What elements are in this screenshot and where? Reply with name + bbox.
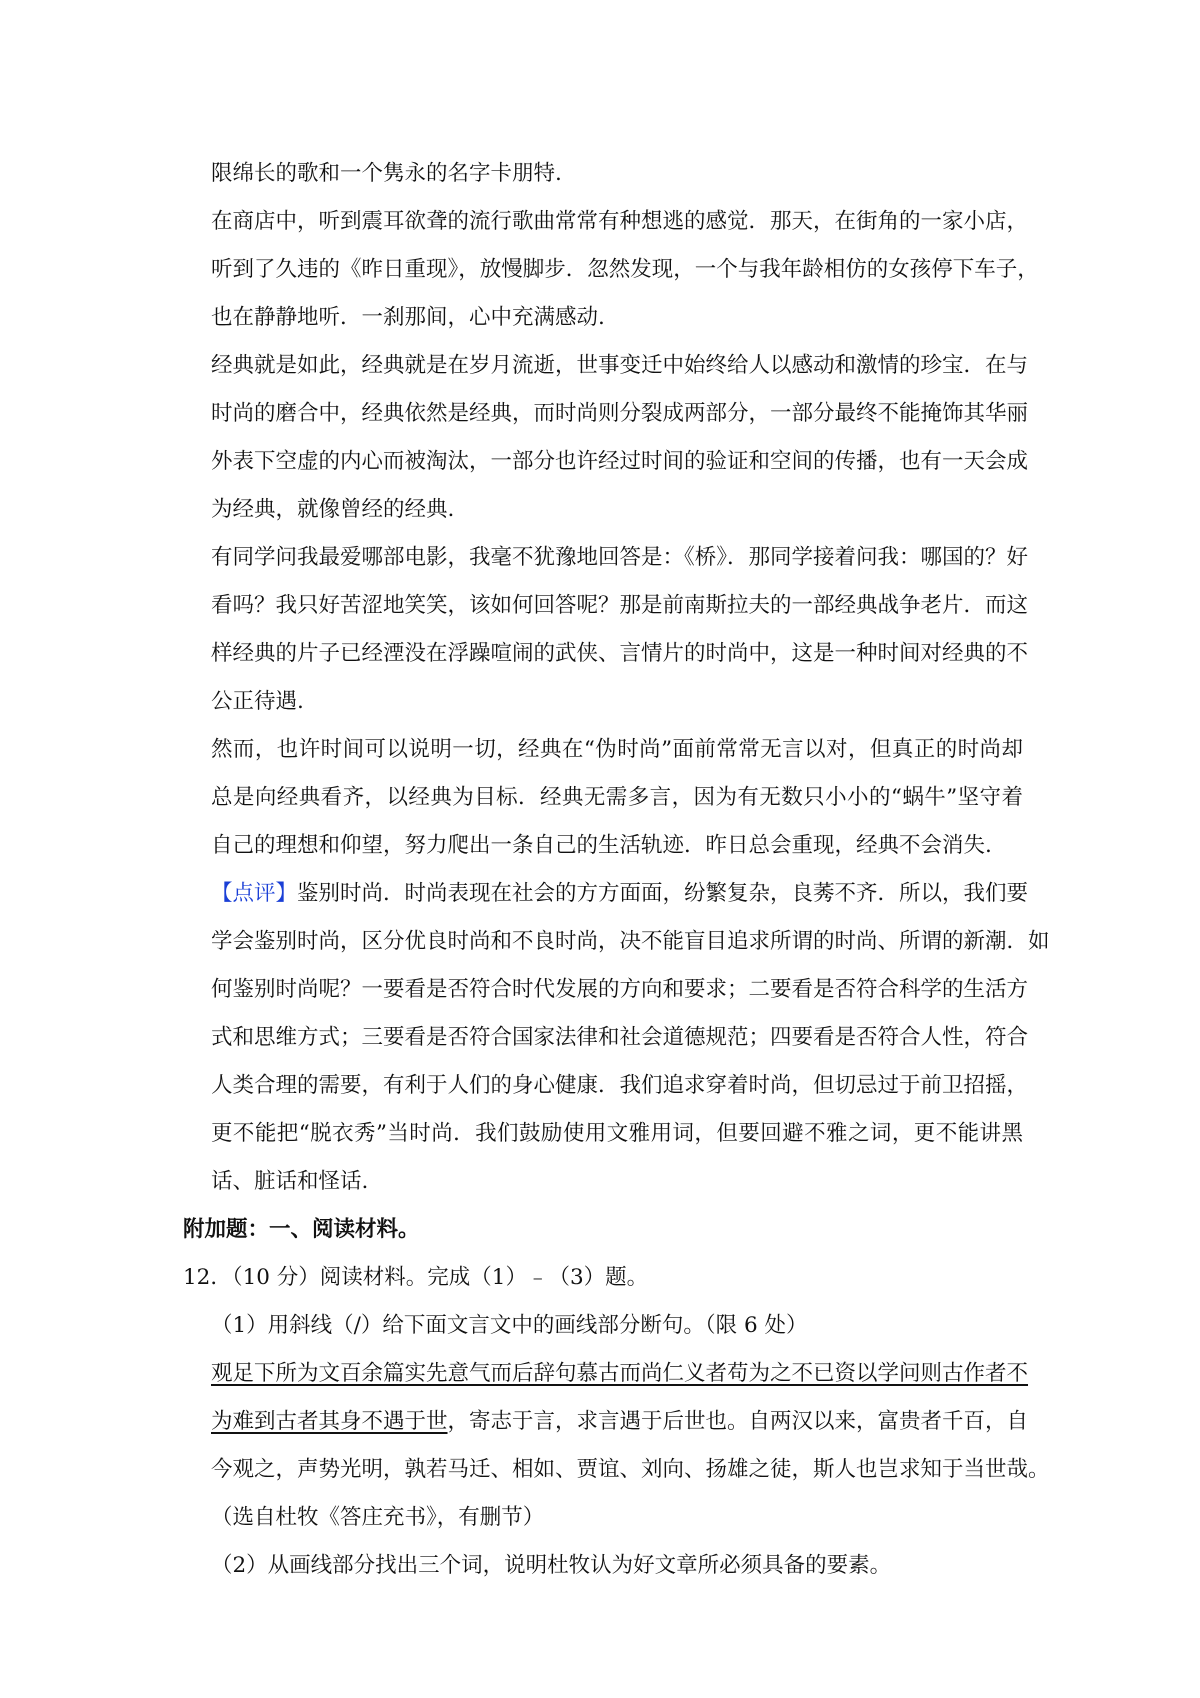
- classical-text-line: 今观之，声势光明，孰若马迁、相如、贾谊、刘向、扬雄之徒，斯人也岂求知于当世哉。: [211, 1457, 1050, 1482]
- comment-line: 学会鉴别时尚，区分优良时尚和不良时尚，决不能盲目追求所谓的时尚、所谓的新潮．如: [211, 929, 1050, 954]
- passage-line: 也在静静地听．一刹那间，心中充满感动.: [211, 305, 605, 330]
- classical-text: ，寄志于言，求言遇于后世也。自两汉以来，富贵者千百，自: [447, 1409, 1029, 1434]
- passage-line: 听到了久违的《昨日重现》，放慢脚步．忽然发现，一个与我年龄相仿的女孩停下车子，: [211, 257, 1039, 282]
- passage-line: 外表下空虚的内心而被淘汰，一部分也许经过时间的验证和空间的传播，也有一天会成: [211, 449, 1029, 474]
- document-content: [183, 150, 1050, 1590]
- passage-line: 总是向经典看齐，以经典为目标．经典无需多言，因为有无数只小小的“蜗牛”坚守着: [211, 785, 1023, 810]
- comment-line: 话、脏话和怪话.: [211, 1169, 369, 1194]
- question-12-part-1: （1）用斜线（/）给下面文言文中的画线部分断句。（限 6 处）: [211, 1313, 808, 1338]
- passage-line: 看吗？我只好苦涩地笑笑，该如何回答呢？那是前南斯拉夫的一部经典战争老片．而这: [211, 593, 1029, 618]
- passage-line: 时尚的磨合中，经典依然是经典，而时尚则分裂成两部分，一部分最终不能掩饰其华丽: [211, 401, 1029, 426]
- passage-line: 有同学问我最爱哪部电影，我毫不犹豫地回答是：《桥》．那同学接着问我：哪国的？好: [211, 545, 1029, 570]
- passage-line: 经典就是如此，经典就是在岁月流逝，世事变迁中始终给人以感动和激情的珍宝．在与: [211, 353, 1029, 378]
- classical-text-line: [183, 1398, 1029, 1446]
- comment-line: 更不能把“脱衣秀”当时尚．我们鼓励使用文雅用词，但要回避不雅之词，更不能讲黑: [211, 1121, 1023, 1146]
- comment-text: 鉴别时尚．时尚表现在社会的方方面面，纷繁复杂，良莠不齐．所以，我们要: [297, 881, 1029, 906]
- question-12: 12．（10 分）阅读材料。完成（1）﹣（3）题。: [183, 1265, 649, 1290]
- passage-line: 为经典，就像曾经的经典.: [211, 497, 455, 522]
- passage-line: 在商店中，听到震耳欲聋的流行歌曲常常有种想逃的感觉．那天，在街角的一家小店，: [211, 209, 1029, 234]
- underlined-text: 为难到古者其身不遇于世: [211, 1409, 448, 1434]
- comment-line: 何鉴别时尚呢？一要看是否符合时代发展的方向和要求；二要看是否符合科学的生活方: [211, 977, 1029, 1002]
- passage-line: 然而，也许时间可以说明一切，经典在“伪时尚”面前常常无言以对，但真正的时尚却: [211, 737, 1023, 762]
- underlined-text: 观足下所为文百余篇实先意气而后辞句慕古而尚仁义者苟为之不已资以学问则古作者不: [211, 1361, 1029, 1386]
- source-citation: （选自杜牧《答庄充书》，有删节）: [211, 1505, 545, 1530]
- comment-label: 【点评】: [211, 881, 298, 906]
- comment-line: 人类合理的需要，有利于人们的身心健康．我们追求穿着时尚，但切忌过于前卫招摇，: [211, 1073, 1029, 1098]
- passage-line: 自己的理想和仰望，努力爬出一条自己的生活轨迹．昨日总会重现，经典不会消失.: [211, 833, 992, 858]
- appendix-heading: 附加题：一、阅读材料。: [183, 1217, 420, 1242]
- passage-line: 公正待遇.: [211, 689, 304, 714]
- classical-text-line: [183, 1350, 1029, 1398]
- comment-line: 式和思维方式；三要看是否符合国家法律和社会道德规范；四要看是否符合人性，符合: [211, 1025, 1029, 1050]
- passage-line: 限绵长的歌和一个隽永的名字卡朋特.: [211, 161, 562, 186]
- question-12-part-2: （2）从画线部分找出三个词，说明杜牧认为好文章所必须具备的要素。: [211, 1553, 892, 1578]
- passage-line: 样经典的片子已经湮没在浮躁喧闹的武侠、言情片的时尚中，这是一种时间对经典的不: [211, 641, 1029, 666]
- comment-line: [183, 870, 1029, 918]
